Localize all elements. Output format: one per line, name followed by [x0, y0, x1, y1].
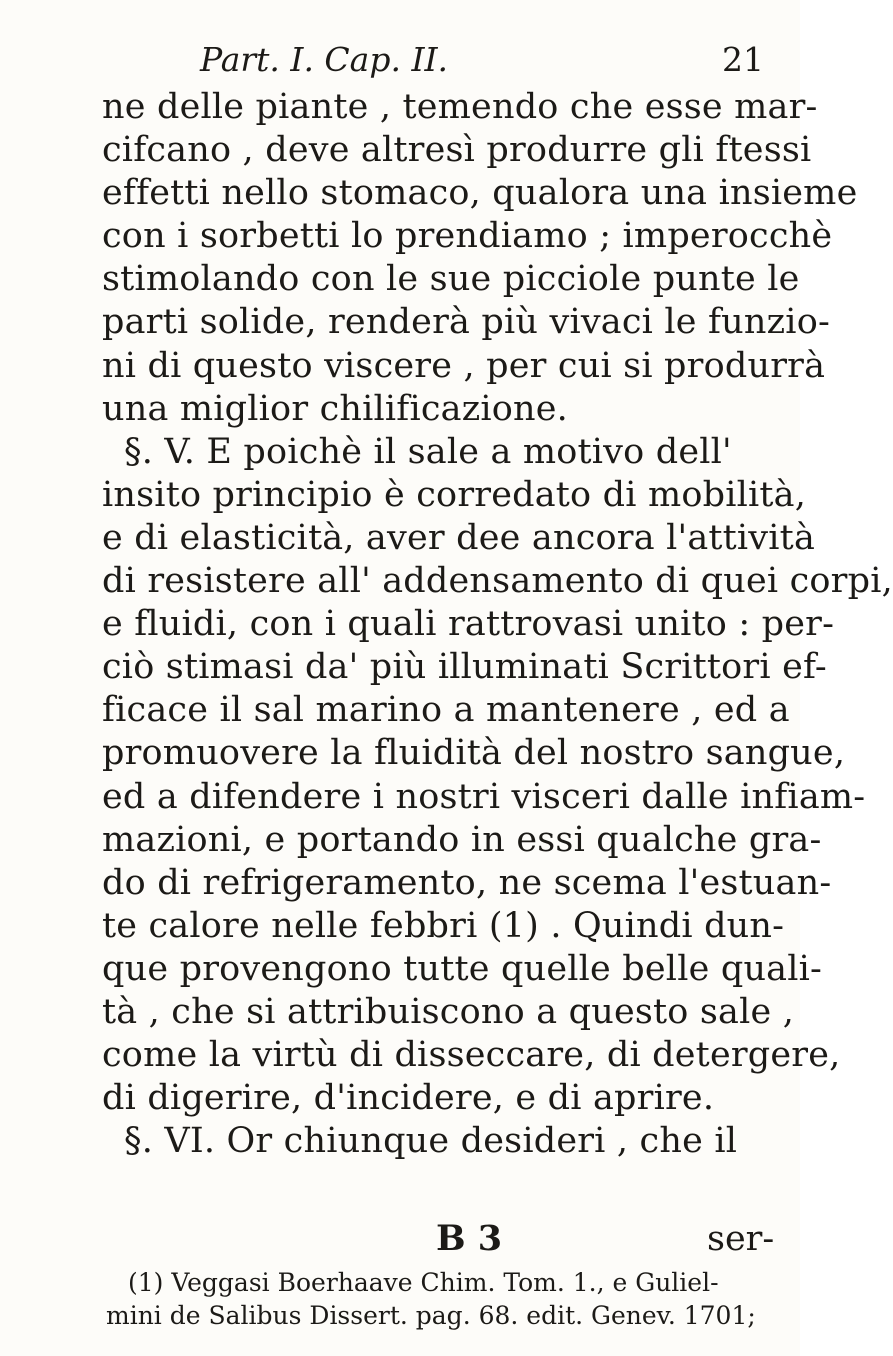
- text-line: parti solide, renderà più vivaci le funzio-: [102, 302, 830, 343]
- text-line: tà , che si attribuiscono a questo sale ,: [102, 991, 795, 1032]
- text-line: cifcano , deve altresì produrre gli ftessi: [102, 130, 812, 171]
- text-line: effetti nello stomaco, qualora una insieme: [102, 173, 858, 214]
- text-line: come la virtù di disseccare, di detergere,: [102, 1035, 841, 1076]
- text-line: ne delle piante , temendo che esse mar-: [102, 87, 818, 127]
- body-text: [102, 86, 893, 1163]
- text-line: mazioni, e portando in essi qualche gra-: [102, 819, 822, 860]
- text-line: do di refrigeramento, ne scema l'estuan-: [102, 862, 832, 903]
- footnote: [106, 1266, 796, 1332]
- running-title: Part. I. Cap. II.: [200, 40, 449, 79]
- text-line: ed a difendere i nostri visceri dalle infiam-: [102, 776, 866, 817]
- text-line: di resistere all' addensamento di quei corpi,: [102, 561, 893, 602]
- text-line: ficace il sal marino a mantenere , ed a: [102, 690, 790, 731]
- text-line: promuovere la fluidità del nostro sangue,: [102, 733, 846, 774]
- text-line: e di elasticità, aver dee ancora l'attività: [102, 517, 816, 558]
- catchword: ser-: [707, 1219, 775, 1259]
- text-line: e fluidi, con i quali rattrovasi unito : per-: [102, 604, 835, 645]
- footnote-line: (1) Veggasi Boerhaave Chim. Tom. 1., e Guliel-: [128, 1268, 719, 1297]
- text-line: §. VI. Or chiunque desideri , che il: [124, 1121, 738, 1162]
- text-line: insito principio è corredato di mobilità,: [102, 474, 807, 515]
- text-line: ni di questo viscere , per cui si produrrà: [102, 345, 826, 386]
- signature-line: [0, 1217, 800, 1261]
- footnote-line: mini de Salibus Dissert. pag. 68. edit. Genev. 1701;: [106, 1301, 756, 1330]
- text-line: ciò stimasi da' più illuminati Scrittori ef-: [102, 647, 827, 688]
- text-line: di digerire, d'incidere, e di aprire.: [102, 1078, 715, 1119]
- text-line: una miglior chilificazione.: [102, 388, 569, 429]
- text-line: que provengono tutte quelle belle quali-: [102, 948, 823, 989]
- text-line: stimolando con le sue picciole punte le: [102, 259, 800, 300]
- text-line: §. V. E poichè il sale a motivo dell': [124, 431, 732, 472]
- signature-mark: B 3: [436, 1218, 503, 1259]
- page-number: 21: [722, 40, 764, 79]
- running-head: [0, 40, 800, 80]
- text-line: con i sorbetti lo prendiamo ; imperocchè: [102, 216, 833, 257]
- text-line: te calore nelle febbri (1) . Quindi dun-: [102, 905, 785, 946]
